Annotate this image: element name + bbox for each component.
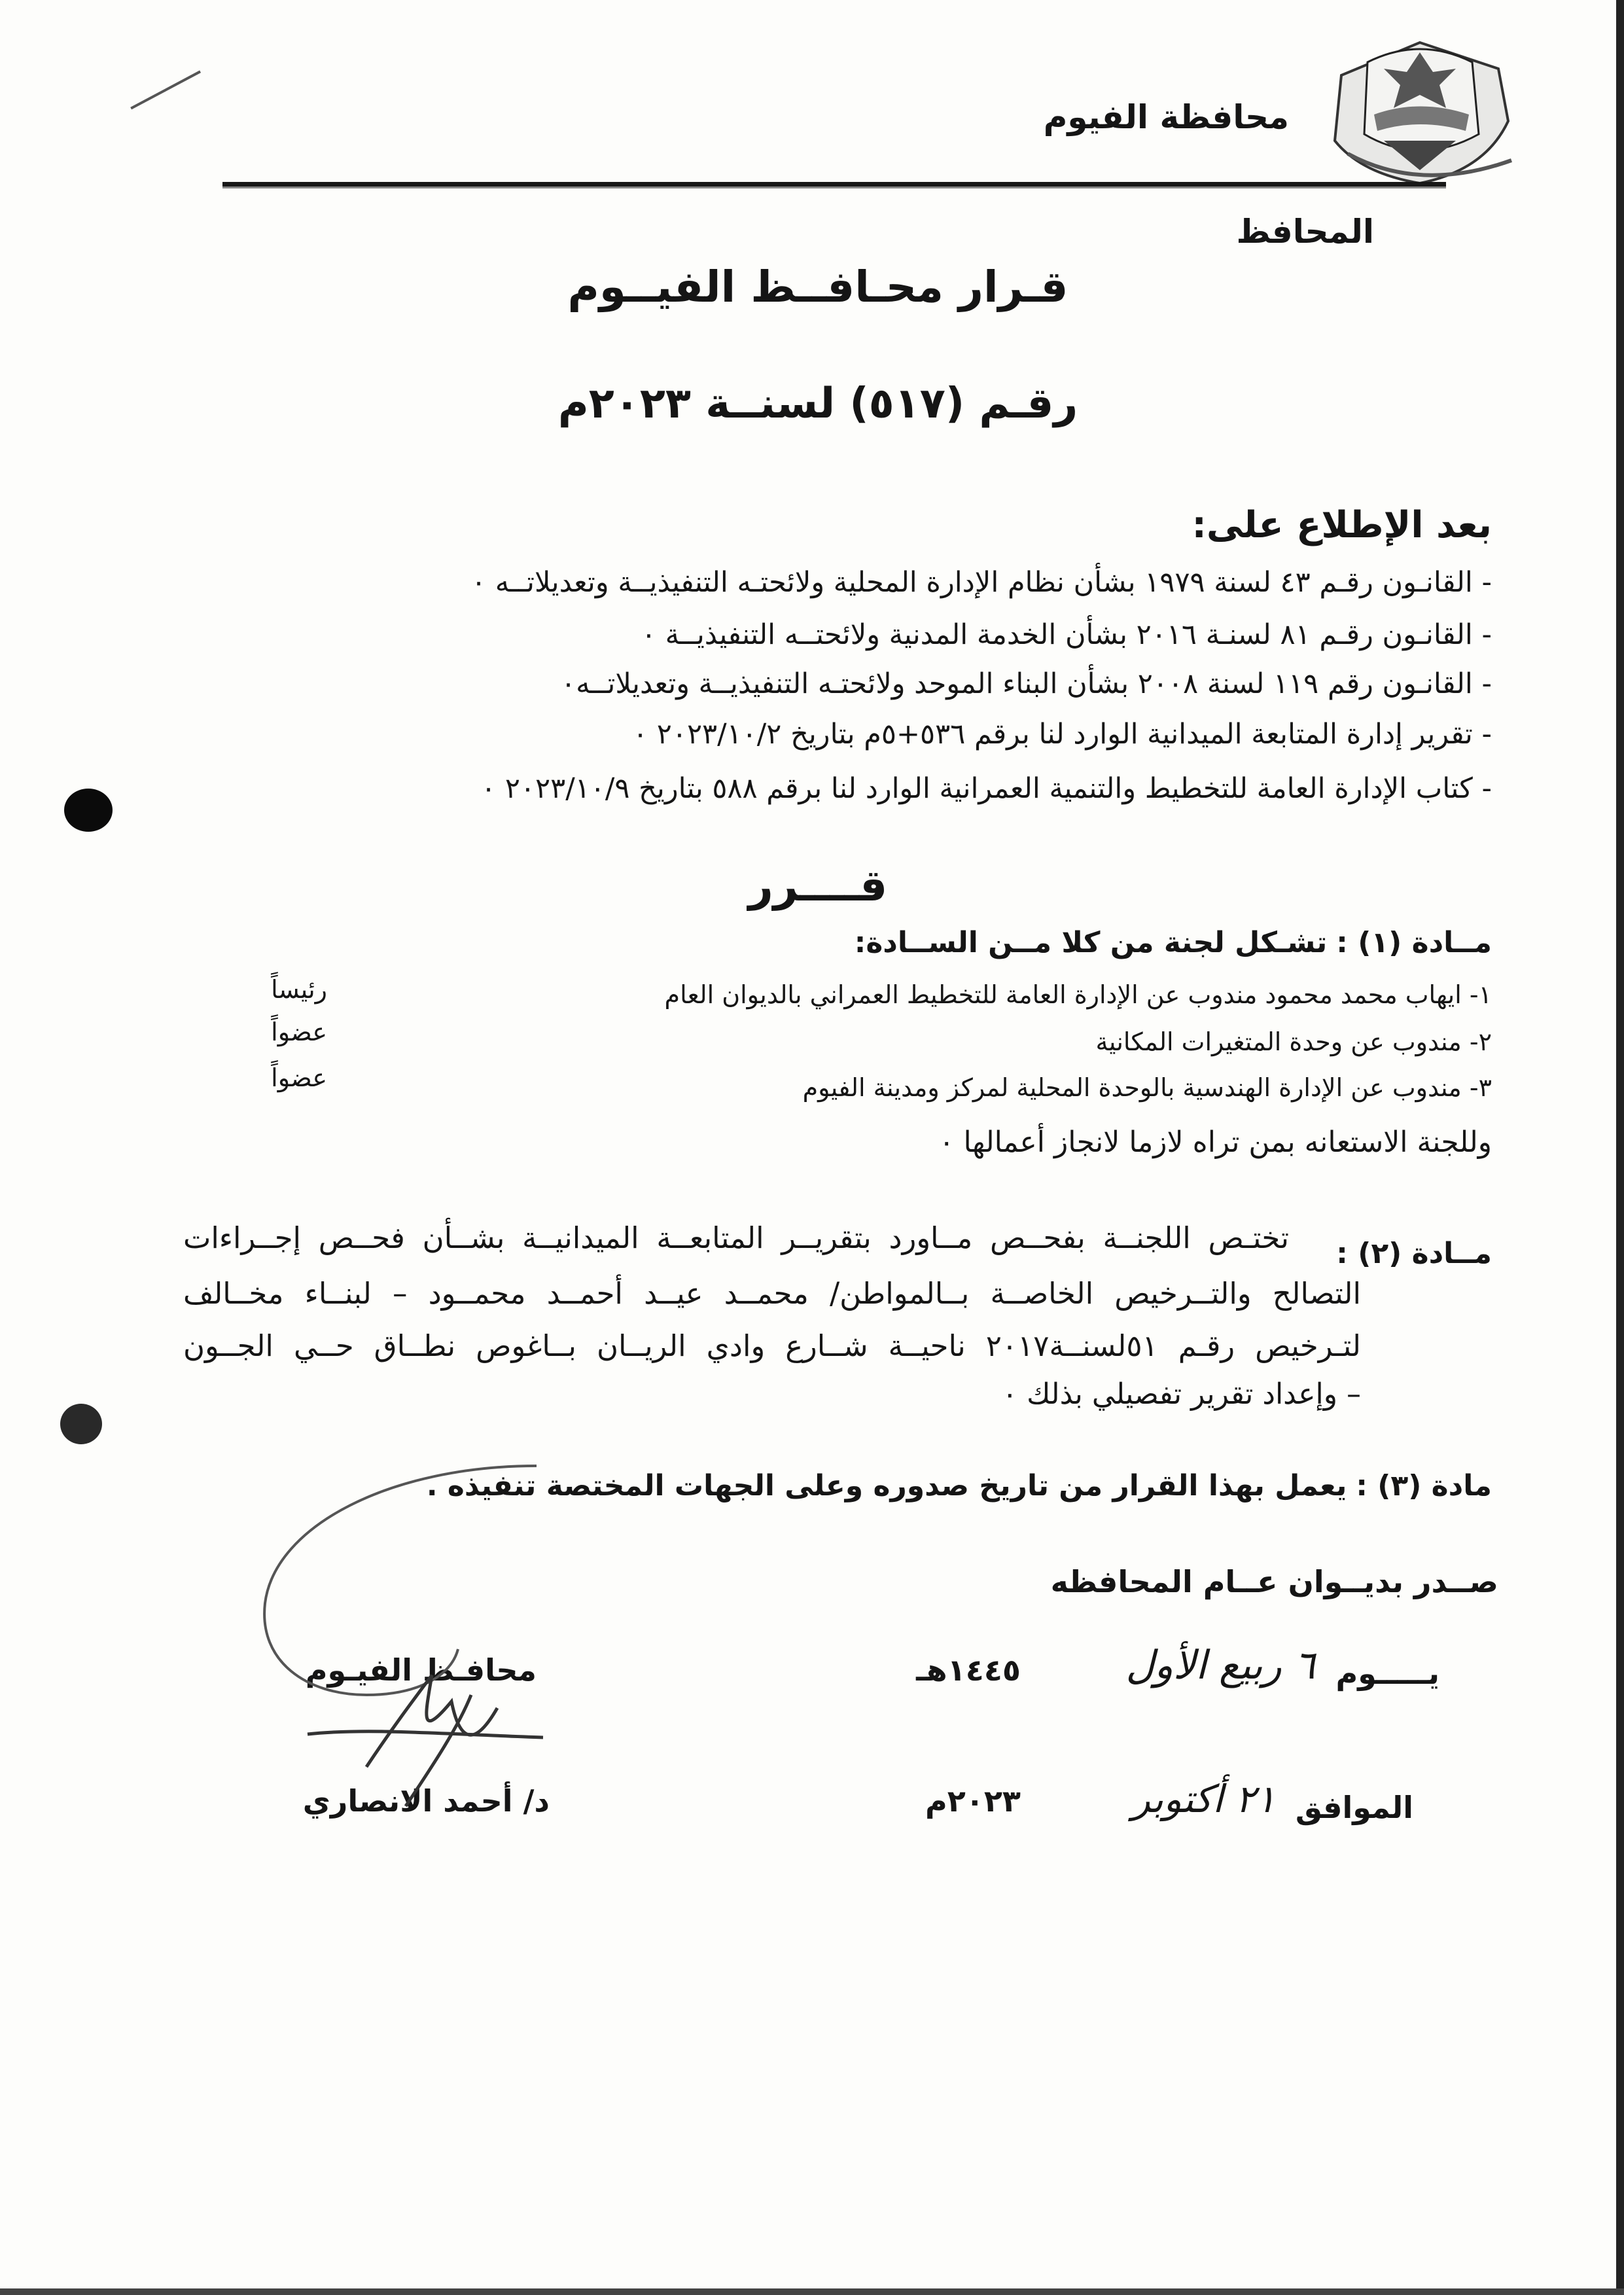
article-3-text: يعمل بهذا القرار من تاريخ صدوره وعلى الجهات المختصة تنفيذه . xyxy=(426,1469,1347,1503)
issued-at: صــدر بديــوان عــام المحافظه xyxy=(1050,1564,1498,1599)
member-role: رئيساً xyxy=(271,975,327,1004)
member-role: عضواً xyxy=(271,1018,327,1046)
recitals-heading: بعد الإطلاع على: xyxy=(1192,504,1492,546)
article-1-note: وللجنة الاستعانه بمن تراه لازما لانجاز أعمالها ٠ xyxy=(938,1126,1492,1159)
governorate-emblem-icon xyxy=(1322,36,1518,187)
corresponding-label: الموافق xyxy=(1295,1790,1413,1825)
scan-edge-bottom xyxy=(0,2288,1624,2295)
committee-member: ٣- مندوب عن الإدارة الهندسية بالوحدة المحلية لمركز ومدينة الفيوم xyxy=(802,1073,1492,1102)
recital-item: - تقرير إدارة المتابعة الميدانية الوارد لنا برقم ٥٣٦+٥م بتاريخ ٢٠٢٣/١٠/٢ ٠ xyxy=(632,718,1492,751)
recital-item: - القانـون رقـم ٤٣ لسنة ١٩٧٩ بشأن نظام الإدارة المحلية ولائحتـه التنفيذيــة وتعديلاتــه ٠ xyxy=(470,566,1492,599)
hijri-year: ١٤٤٥هـ xyxy=(916,1652,1021,1688)
article-2-label: مــادة (٢) : xyxy=(1336,1237,1492,1270)
decree-title: قـرار محـافــظ الفيــوم xyxy=(567,262,1068,312)
committee-member: ١- ايهاب محمد محمود مندوب عن الإدارة العامة للتخطيط العمراني بالديوان العام xyxy=(664,980,1492,1009)
punch-hole-bottom xyxy=(60,1404,102,1444)
recital-item: - القانـون رقـم ٨١ لسنـة ٢٠١٦ بشأن الخدمة المدنية ولائحتــه التنفيذيــة ٠ xyxy=(641,618,1492,651)
article-2-line: لتـرخيص رقـم ٥١لسنــة٢٠١٧ ناحيــة شــارع وادي الريــان بــاغوص نطــاق حــي الجــون xyxy=(183,1328,1361,1363)
office-title: المحافظ xyxy=(1236,213,1374,251)
decision-heading: قــــرر xyxy=(748,861,888,911)
article-1-label: مــادة (١) : xyxy=(1336,926,1492,959)
greg-year: ٢٠٢٣م xyxy=(925,1783,1021,1819)
scan-edge-right xyxy=(1616,0,1624,2295)
governorate-name: محافظة الفيوم xyxy=(1043,98,1289,136)
signatory-title: محافـظ الفيـوم xyxy=(305,1652,537,1688)
recital-item: - القانـون رقم ١١٩ لسنة ٢٠٠٨ بشأن البناء الموحد ولائحتـه التنفيذيــة وتعديلاتــه٠ xyxy=(561,667,1492,700)
article-3-label: مادة (٣) : xyxy=(1356,1469,1492,1503)
decree-number: رقـم (٥١٧) لسنــة ٢٠٢٣م xyxy=(557,380,1078,428)
committee-member: ٢- مندوب عن وحدة المتغيرات المكانية xyxy=(1095,1027,1492,1056)
recital-item: - كتاب الإدارة العامة للتخطيط والتنمية العمرانية الوارد لنا برقم ٥٨٨ بتاريخ ٢٠٢٣/١٠/٩ ٠ xyxy=(481,772,1492,805)
article-3 xyxy=(183,1469,1492,1503)
scan-mark xyxy=(130,71,203,115)
day-label: يـــــوم xyxy=(1335,1656,1439,1691)
signatory-name: د/ أحمد الانصاري xyxy=(302,1783,550,1819)
article-2-line: التصالح والتــرخيص الخاصــة بــالمواطن/ محمــد عيــد أحمــد محمــود – لبنــاء مخــالف xyxy=(183,1276,1361,1311)
article-1-heading xyxy=(183,926,1492,959)
hijri-day-handwritten: ٦ ربيع الأول xyxy=(1125,1643,1315,1688)
header-divider xyxy=(222,182,1446,188)
member-role: عضواً xyxy=(271,1063,327,1092)
punch-hole-top xyxy=(64,789,113,832)
article-2-line: تختـص اللجنــة بفحــص مــاورد بتقريــر المتابعــة الميدانيــة بشــأن فحــص إجــراءات xyxy=(183,1220,1289,1255)
greg-day-handwritten: ٢١ أكتوبر xyxy=(1131,1777,1276,1821)
article-1-text: تشـكل لجنة من كلا مــن الســادة: xyxy=(854,926,1328,959)
article-2-line: – وإعداد تقرير تفصيلي بذلك ٠ xyxy=(1002,1378,1361,1411)
